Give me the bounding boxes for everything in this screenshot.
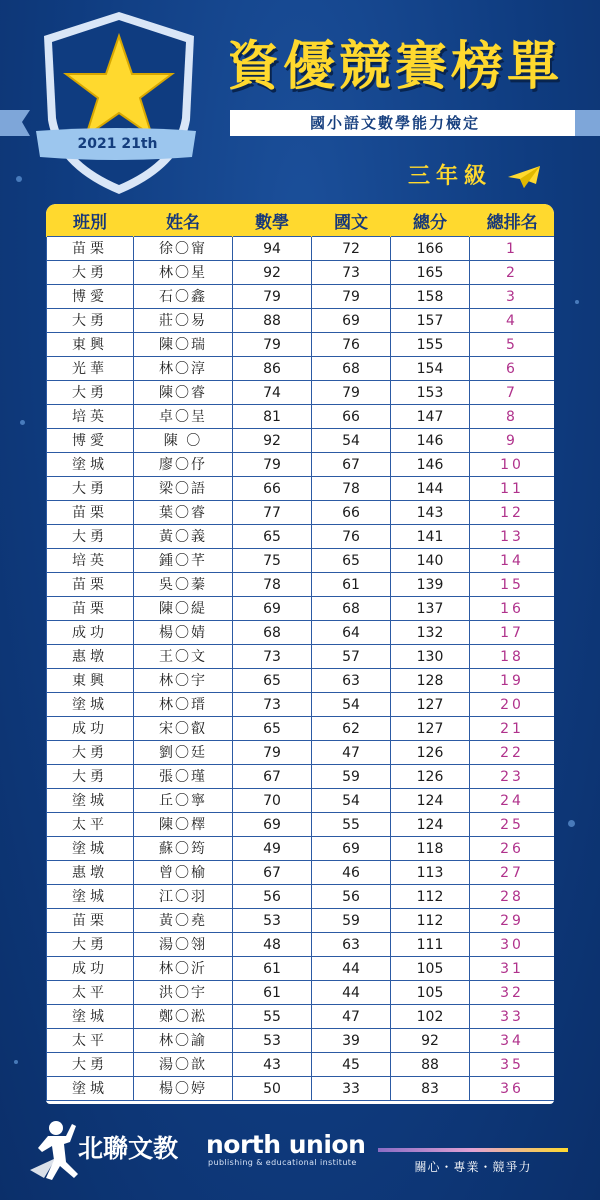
total-score-cell: 124: [391, 789, 470, 813]
chinese-score-cell: 47: [312, 741, 391, 765]
name-cell: 卓〇呈: [134, 405, 233, 429]
rank-cell: 33: [470, 1005, 555, 1029]
chinese-score-cell: 79: [312, 285, 391, 309]
name-cell: 林〇淳: [134, 357, 233, 381]
math-score-cell: 55: [233, 1005, 312, 1029]
name-cell: 陳〇檡: [134, 813, 233, 837]
name-cell: 林〇諭: [134, 1029, 233, 1053]
name-cell: 陳〇瑞: [134, 333, 233, 357]
rank-cell: 13: [470, 525, 555, 549]
chinese-score-cell: 54: [312, 429, 391, 453]
table-row: [47, 309, 555, 333]
total-score-cell: 137: [391, 597, 470, 621]
table-header-row: [47, 204, 555, 237]
rank-cell: 6: [470, 357, 555, 381]
math-score-cell: 56: [233, 885, 312, 909]
class-cell: 惠墩: [47, 861, 134, 885]
class-cell: 博愛: [47, 285, 134, 309]
grade-label: 三年級: [408, 164, 493, 189]
name-cell: 楊〇婧: [134, 621, 233, 645]
rank-cell: 3: [470, 285, 555, 309]
total-score-cell: 126: [391, 741, 470, 765]
math-score-cell: 48: [233, 933, 312, 957]
total-score-cell: 154: [391, 357, 470, 381]
rank-cell: 21: [470, 717, 555, 741]
class-cell: 太平: [47, 981, 134, 1005]
total-score-cell: 146: [391, 429, 470, 453]
rank-cell: 7: [470, 381, 555, 405]
name-cell: 曾〇榆: [134, 861, 233, 885]
rank-cell: 31: [470, 957, 555, 981]
table-row: [47, 261, 555, 285]
name-cell: 石〇鑫: [134, 285, 233, 309]
math-score-cell: 92: [233, 429, 312, 453]
rank-cell: 15: [470, 573, 555, 597]
math-score-cell: 65: [233, 525, 312, 549]
chinese-score-cell: 66: [312, 405, 391, 429]
total-score-cell: 132: [391, 621, 470, 645]
column-header: 數學: [233, 204, 312, 237]
class-cell: 成功: [47, 621, 134, 645]
chinese-score-cell: 66: [312, 501, 391, 525]
math-score-cell: 92: [233, 261, 312, 285]
rank-cell: 9: [470, 429, 555, 453]
table-row: [47, 285, 555, 309]
slogan: 關心・專業・競爭力: [414, 1160, 532, 1174]
rank-cell: 2: [470, 261, 555, 285]
name-cell: 莊〇易: [134, 309, 233, 333]
math-score-cell: 77: [233, 501, 312, 525]
chinese-score-cell: 54: [312, 693, 391, 717]
total-score-cell: 105: [391, 981, 470, 1005]
rank-cell: 24: [470, 789, 555, 813]
brand-name-en: north union: [206, 1130, 366, 1159]
table-row: [47, 981, 555, 1005]
table-row: [47, 453, 555, 477]
math-score-cell: 88: [233, 309, 312, 333]
name-cell: 湯〇歆: [134, 1053, 233, 1077]
name-cell: 宋〇叡: [134, 717, 233, 741]
rank-cell: 32: [470, 981, 555, 1005]
chinese-score-cell: 67: [312, 453, 391, 477]
column-header: 班別: [47, 204, 134, 237]
name-cell: 林〇沂: [134, 957, 233, 981]
total-score-cell: 105: [391, 957, 470, 981]
table-row: [47, 693, 555, 717]
name-cell: 葉〇睿: [134, 501, 233, 525]
name-cell: 黃〇義: [134, 525, 233, 549]
chinese-score-cell: 78: [312, 477, 391, 501]
rank-cell: 23: [470, 765, 555, 789]
table-row: [47, 381, 555, 405]
shield-year-label: 2021 21th: [77, 136, 158, 152]
table-row: [47, 1005, 555, 1029]
table-row: [47, 333, 555, 357]
decor-dot: [568, 820, 575, 827]
name-cell: 林〇宇: [134, 669, 233, 693]
rank-cell: 28: [470, 885, 555, 909]
chinese-score-cell: 64: [312, 621, 391, 645]
math-score-cell: 79: [233, 741, 312, 765]
chinese-score-cell: 61: [312, 573, 391, 597]
page-subtitle: 國小語文數學能力檢定: [309, 114, 480, 132]
chinese-score-cell: 54: [312, 789, 391, 813]
class-cell: 苗栗: [47, 501, 134, 525]
table-row: [47, 933, 555, 957]
table-row: [47, 957, 555, 981]
chinese-score-cell: 59: [312, 909, 391, 933]
total-score-cell: 165: [391, 261, 470, 285]
rank-cell: 4: [470, 309, 555, 333]
chinese-score-cell: 44: [312, 957, 391, 981]
chinese-score-cell: 76: [312, 525, 391, 549]
chinese-score-cell: 79: [312, 381, 391, 405]
table-row: [47, 885, 555, 909]
rank-cell: 5: [470, 333, 555, 357]
chinese-score-cell: 63: [312, 933, 391, 957]
total-score-cell: 155: [391, 333, 470, 357]
total-score-cell: 126: [391, 765, 470, 789]
math-score-cell: 53: [233, 1029, 312, 1053]
class-cell: 大勇: [47, 765, 134, 789]
total-score-cell: 127: [391, 717, 470, 741]
math-score-cell: 67: [233, 765, 312, 789]
chinese-score-cell: 69: [312, 837, 391, 861]
total-score-cell: 166: [391, 237, 470, 261]
brand-tagline: publishing & educational institute: [208, 1158, 357, 1167]
class-cell: 成功: [47, 957, 134, 981]
math-score-cell: 69: [233, 597, 312, 621]
rank-cell: 30: [470, 933, 555, 957]
rank-cell: 34: [470, 1029, 555, 1053]
decor-dot: [14, 1060, 18, 1064]
class-cell: 塗城: [47, 453, 134, 477]
math-score-cell: 65: [233, 669, 312, 693]
name-cell: 張〇瑾: [134, 765, 233, 789]
math-score-cell: 74: [233, 381, 312, 405]
class-cell: 大勇: [47, 933, 134, 957]
table-row: [47, 525, 555, 549]
table-row: [47, 765, 555, 789]
chinese-score-cell: 59: [312, 765, 391, 789]
math-score-cell: 86: [233, 357, 312, 381]
table-row: [47, 549, 555, 573]
chinese-score-cell: 44: [312, 981, 391, 1005]
rank-cell: 19: [470, 669, 555, 693]
total-score-cell: 141: [391, 525, 470, 549]
rank-cell: 27: [470, 861, 555, 885]
table-row: [47, 621, 555, 645]
rank-cell: 14: [470, 549, 555, 573]
class-cell: 惠墩: [47, 645, 134, 669]
rank-cell: 8: [470, 405, 555, 429]
chinese-score-cell: 76: [312, 333, 391, 357]
table-row: [47, 573, 555, 597]
rank-cell: 20: [470, 693, 555, 717]
math-score-cell: 66: [233, 477, 312, 501]
total-score-cell: 124: [391, 813, 470, 837]
total-score-cell: 111: [391, 933, 470, 957]
math-score-cell: 67: [233, 861, 312, 885]
class-cell: 太平: [47, 1029, 134, 1053]
class-cell: 成功: [47, 717, 134, 741]
table-row: [47, 1029, 555, 1053]
chinese-score-cell: 73: [312, 261, 391, 285]
class-cell: 塗城: [47, 885, 134, 909]
column-header: 國文: [312, 204, 391, 237]
class-cell: 東興: [47, 669, 134, 693]
total-score-cell: 146: [391, 453, 470, 477]
name-cell: 湯〇翎: [134, 933, 233, 957]
math-score-cell: 69: [233, 813, 312, 837]
total-score-cell: 144: [391, 477, 470, 501]
rank-cell: 25: [470, 813, 555, 837]
class-cell: 大勇: [47, 381, 134, 405]
class-cell: 太平: [47, 813, 134, 837]
name-cell: 洪〇宇: [134, 981, 233, 1005]
table-row: [47, 813, 555, 837]
math-score-cell: 49: [233, 837, 312, 861]
name-cell: 陳 〇: [134, 429, 233, 453]
rank-cell: 11: [470, 477, 555, 501]
name-cell: 徐〇甯: [134, 237, 233, 261]
column-header: 姓名: [134, 204, 233, 237]
class-cell: 大勇: [47, 309, 134, 333]
math-score-cell: 43: [233, 1053, 312, 1077]
total-score-cell: 88: [391, 1053, 470, 1077]
table-row: [47, 645, 555, 669]
chinese-score-cell: 55: [312, 813, 391, 837]
name-cell: 梁〇語: [134, 477, 233, 501]
class-cell: 苗栗: [47, 573, 134, 597]
class-cell: 大勇: [47, 1053, 134, 1077]
math-score-cell: 79: [233, 285, 312, 309]
rank-cell: 10: [470, 453, 555, 477]
math-score-cell: 79: [233, 453, 312, 477]
class-cell: 大勇: [47, 477, 134, 501]
rank-cell: 36: [470, 1077, 555, 1101]
table-row: [47, 909, 555, 933]
brand-name-cn: 北聯文教: [78, 1134, 179, 1163]
total-score-cell: 158: [391, 285, 470, 309]
total-score-cell: 128: [391, 669, 470, 693]
table-row: [47, 861, 555, 885]
chinese-score-cell: 62: [312, 717, 391, 741]
chinese-score-cell: 68: [312, 597, 391, 621]
class-cell: 博愛: [47, 429, 134, 453]
rank-cell: 12: [470, 501, 555, 525]
name-cell: 林〇瑨: [134, 693, 233, 717]
rank-cell: 1: [470, 237, 555, 261]
paper-plane-icon: [506, 164, 540, 190]
class-cell: 培英: [47, 549, 134, 573]
rank-cell: 22: [470, 741, 555, 765]
math-score-cell: 73: [233, 693, 312, 717]
ranking-table: [46, 204, 554, 1104]
name-cell: 楊〇婷: [134, 1077, 233, 1101]
total-score-cell: 113: [391, 861, 470, 885]
name-cell: 丘〇寧: [134, 789, 233, 813]
table-row: [47, 1053, 555, 1077]
total-score-cell: 112: [391, 909, 470, 933]
column-header: 總分: [391, 204, 470, 237]
slogan-bar: [378, 1148, 568, 1152]
star-shield-icon: [34, 8, 204, 198]
class-cell: 培英: [47, 405, 134, 429]
chinese-score-cell: 47: [312, 1005, 391, 1029]
class-cell: 大勇: [47, 261, 134, 285]
chinese-score-cell: 68: [312, 357, 391, 381]
total-score-cell: 143: [391, 501, 470, 525]
column-header: 總排名: [470, 204, 555, 237]
page-title: 資優競賽榜單: [226, 37, 563, 97]
table-row: [47, 597, 555, 621]
chinese-score-cell: 69: [312, 309, 391, 333]
chinese-score-cell: 45: [312, 1053, 391, 1077]
table-row: [47, 501, 555, 525]
math-score-cell: 79: [233, 333, 312, 357]
rank-cell: 35: [470, 1053, 555, 1077]
total-score-cell: 102: [391, 1005, 470, 1029]
math-score-cell: 53: [233, 909, 312, 933]
math-score-cell: 75: [233, 549, 312, 573]
math-score-cell: 73: [233, 645, 312, 669]
total-score-cell: 130: [391, 645, 470, 669]
class-cell: 苗栗: [47, 237, 134, 261]
table-row: [47, 237, 555, 261]
class-cell: 塗城: [47, 789, 134, 813]
total-score-cell: 153: [391, 381, 470, 405]
math-score-cell: 70: [233, 789, 312, 813]
table-row: [47, 357, 555, 381]
total-score-cell: 140: [391, 549, 470, 573]
total-score-cell: 147: [391, 405, 470, 429]
name-cell: 吳〇蓁: [134, 573, 233, 597]
table-row: [47, 789, 555, 813]
math-score-cell: 81: [233, 405, 312, 429]
table-row: [47, 741, 555, 765]
total-score-cell: 118: [391, 837, 470, 861]
name-cell: 王〇文: [134, 645, 233, 669]
table-row: [47, 477, 555, 501]
math-score-cell: 50: [233, 1077, 312, 1101]
class-cell: 大勇: [47, 741, 134, 765]
name-cell: 黃〇堯: [134, 909, 233, 933]
chinese-score-cell: 63: [312, 669, 391, 693]
table-row: [47, 429, 555, 453]
class-cell: 塗城: [47, 1005, 134, 1029]
rank-cell: 17: [470, 621, 555, 645]
table-row: [47, 1077, 555, 1101]
decor-dot: [20, 420, 25, 425]
class-cell: 大勇: [47, 525, 134, 549]
decor-dot: [16, 176, 22, 182]
runner-torch-icon: [26, 1118, 86, 1184]
total-score-cell: 127: [391, 693, 470, 717]
chinese-score-cell: 39: [312, 1029, 391, 1053]
class-cell: 苗栗: [47, 909, 134, 933]
decor-dot: [575, 300, 579, 304]
class-cell: 塗城: [47, 1077, 134, 1101]
table-row: [47, 717, 555, 741]
name-cell: 鄭〇淞: [134, 1005, 233, 1029]
chinese-score-cell: 56: [312, 885, 391, 909]
class-cell: 光華: [47, 357, 134, 381]
name-cell: 陳〇睿: [134, 381, 233, 405]
chinese-score-cell: 33: [312, 1077, 391, 1101]
table-row: [47, 837, 555, 861]
chinese-score-cell: 57: [312, 645, 391, 669]
rank-cell: 18: [470, 645, 555, 669]
name-cell: 陳〇緹: [134, 597, 233, 621]
name-cell: 劉〇廷: [134, 741, 233, 765]
class-cell: 塗城: [47, 693, 134, 717]
rank-cell: 16: [470, 597, 555, 621]
total-score-cell: 83: [391, 1077, 470, 1101]
math-score-cell: 61: [233, 957, 312, 981]
math-score-cell: 78: [233, 573, 312, 597]
total-score-cell: 112: [391, 885, 470, 909]
chinese-score-cell: 65: [312, 549, 391, 573]
class-cell: 塗城: [47, 837, 134, 861]
chinese-score-cell: 46: [312, 861, 391, 885]
total-score-cell: 139: [391, 573, 470, 597]
table-row: [47, 669, 555, 693]
rank-cell: 29: [470, 909, 555, 933]
math-score-cell: 61: [233, 981, 312, 1005]
table-body: [47, 237, 555, 1101]
name-cell: 鍾〇芊: [134, 549, 233, 573]
rank-cell: 26: [470, 837, 555, 861]
math-score-cell: 65: [233, 717, 312, 741]
name-cell: 林〇星: [134, 261, 233, 285]
math-score-cell: 68: [233, 621, 312, 645]
class-cell: 苗栗: [47, 597, 134, 621]
table-row: [47, 405, 555, 429]
class-cell: 東興: [47, 333, 134, 357]
total-score-cell: 157: [391, 309, 470, 333]
chinese-score-cell: 72: [312, 237, 391, 261]
name-cell: 蘇〇筠: [134, 837, 233, 861]
name-cell: 江〇羽: [134, 885, 233, 909]
total-score-cell: 92: [391, 1029, 470, 1053]
name-cell: 廖〇伃: [134, 453, 233, 477]
math-score-cell: 94: [233, 237, 312, 261]
